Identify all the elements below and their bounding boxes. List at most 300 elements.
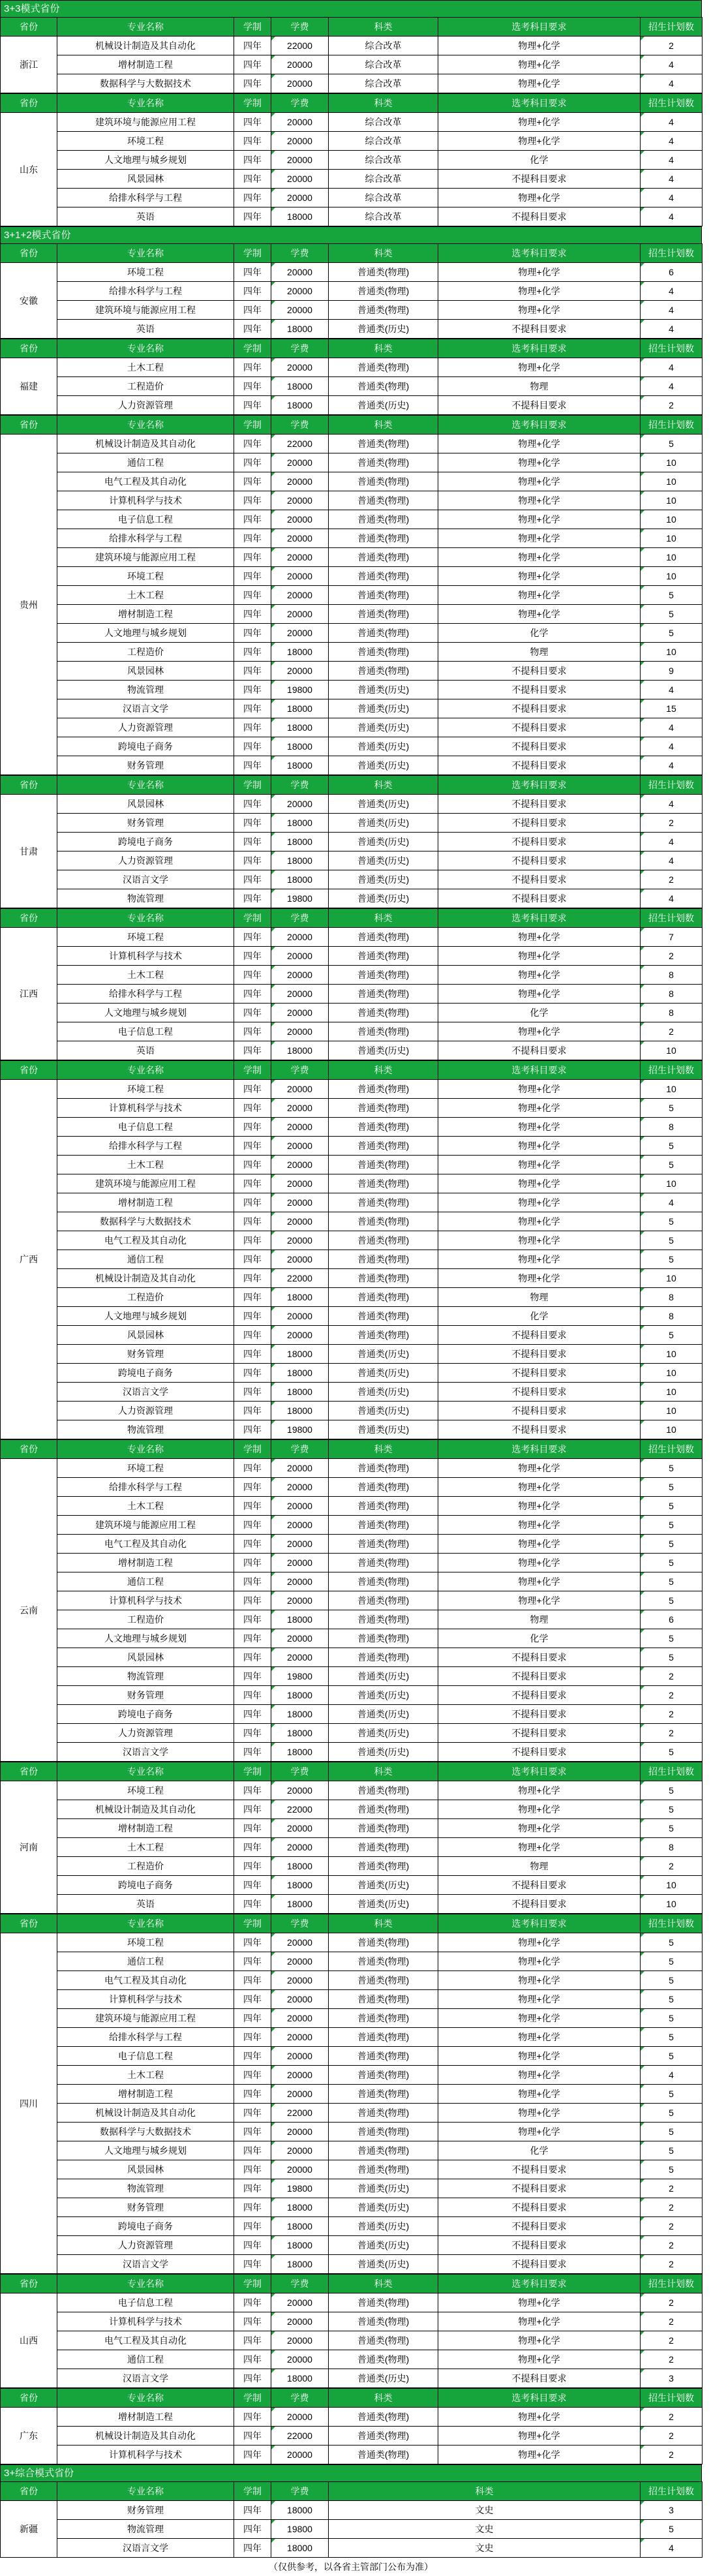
table-row bbox=[1, 1420, 703, 1439]
table-row bbox=[1, 1648, 703, 1667]
cell-category: 普通类(历史) bbox=[329, 2198, 438, 2217]
cell-category: 普通类(历史) bbox=[329, 2236, 438, 2255]
cell-fee: 18000 bbox=[271, 396, 329, 415]
cell-count: 4 bbox=[641, 320, 703, 339]
cell-years: 四年 bbox=[234, 1667, 271, 1686]
cell-category-wide: 文史 bbox=[329, 2501, 641, 2520]
cell-count: 10 bbox=[641, 491, 703, 510]
cell-subjects: 物理+化学 bbox=[438, 2085, 641, 2104]
cell-subjects: 物理+化学 bbox=[438, 529, 641, 548]
column-header: 选考科目要求 bbox=[438, 416, 641, 435]
cell-count: 4 bbox=[641, 282, 703, 301]
table-row bbox=[1, 1402, 703, 1420]
cell-fee: 20000 bbox=[271, 1080, 329, 1099]
cell-fee: 18000 bbox=[271, 320, 329, 339]
cell-count: 2 bbox=[641, 2198, 703, 2217]
column-header: 科类 bbox=[329, 909, 438, 928]
cell-fee: 20000 bbox=[271, 1137, 329, 1156]
cell-subjects: 化学 bbox=[438, 2141, 641, 2160]
cell-fee: 19800 bbox=[271, 2520, 329, 2539]
cell-major: 工程造价 bbox=[57, 1288, 234, 1307]
cell-major: 增材制造工程 bbox=[57, 605, 234, 624]
cell-count: 6 bbox=[641, 263, 703, 282]
cell-major: 给排水科学与工程 bbox=[57, 1137, 234, 1156]
cell-major: 通信工程 bbox=[57, 1572, 234, 1591]
cell-subjects: 物理+化学 bbox=[438, 1819, 641, 1838]
column-header: 省份 bbox=[1, 1914, 57, 1933]
cell-major: 英语 bbox=[57, 207, 234, 226]
cell-subjects: 物理+化学 bbox=[438, 1535, 641, 1554]
cell-fee: 20000 bbox=[271, 491, 329, 510]
cell-category: 普通类(物理) bbox=[329, 1459, 438, 1478]
cell-fee: 20000 bbox=[271, 1022, 329, 1041]
cell-fee: 19800 bbox=[271, 1667, 329, 1686]
cell-category: 普通类(物理) bbox=[329, 2028, 438, 2047]
cell-fee: 20000 bbox=[271, 1459, 329, 1478]
table-row bbox=[1, 263, 703, 282]
cell-category: 综合改革 bbox=[329, 189, 438, 207]
cell-count: 8 bbox=[641, 1004, 703, 1022]
cell-fee: 20000 bbox=[271, 453, 329, 472]
cell-fee: 20000 bbox=[271, 1156, 329, 1174]
table-row bbox=[1, 548, 703, 567]
column-header: 省份 bbox=[1, 339, 57, 358]
table-row bbox=[1, 2501, 703, 2520]
cell-subjects: 不提科目要求 bbox=[438, 1895, 641, 1914]
cell-category: 综合改革 bbox=[329, 74, 438, 93]
cell-count: 10 bbox=[641, 1364, 703, 1383]
cell-major: 跨境电子商务 bbox=[57, 737, 234, 756]
cell-years: 四年 bbox=[234, 833, 271, 851]
cell-category: 普通类(物理) bbox=[329, 1990, 438, 2009]
cell-count: 5 bbox=[641, 2123, 703, 2141]
cell-years: 四年 bbox=[234, 1705, 271, 1724]
cell-subjects: 不提科目要求 bbox=[438, 2369, 641, 2388]
cell-fee: 20000 bbox=[271, 1933, 329, 1952]
cell-fee: 20000 bbox=[271, 472, 329, 491]
cell-major: 建筑环境与能源应用工程 bbox=[57, 2009, 234, 2028]
cell-years: 四年 bbox=[234, 1838, 271, 1857]
column-header: 省份 bbox=[1, 776, 57, 795]
cell-fee: 20000 bbox=[271, 1648, 329, 1667]
cell-fee: 20000 bbox=[271, 282, 329, 301]
cell-category: 普通类(物理) bbox=[329, 1022, 438, 1041]
table-row bbox=[1, 1022, 703, 1041]
column-header: 招生计划数 bbox=[641, 94, 703, 113]
cell-fee: 20000 bbox=[271, 1952, 329, 1971]
cell-years: 四年 bbox=[234, 662, 271, 681]
cell-subjects: 不提科目要求 bbox=[438, 1724, 641, 1743]
cell-years: 四年 bbox=[234, 170, 271, 189]
column-header: 科类 bbox=[329, 1914, 438, 1933]
cell-major: 汉语言文学 bbox=[57, 870, 234, 889]
cell-category: 普通类(物理) bbox=[329, 2085, 438, 2104]
cell-major: 人力资源管理 bbox=[57, 2236, 234, 2255]
cell-subjects: 不提科目要求 bbox=[438, 1364, 641, 1383]
cell-category: 综合改革 bbox=[329, 151, 438, 170]
cell-years: 四年 bbox=[234, 2198, 271, 2217]
cell-category: 普通类(历史) bbox=[329, 2179, 438, 2198]
cell-major: 工程造价 bbox=[57, 377, 234, 396]
cell-major: 土木工程 bbox=[57, 2066, 234, 2085]
cell-major: 汉语言文学 bbox=[57, 699, 234, 718]
cell-category: 普通类(历史) bbox=[329, 889, 438, 908]
cell-count: 10 bbox=[641, 1402, 703, 1420]
cell-count: 10 bbox=[641, 1895, 703, 1914]
cell-years: 四年 bbox=[234, 377, 271, 396]
cell-category: 普通类(物理) bbox=[329, 1118, 438, 1137]
cell-years: 四年 bbox=[234, 2104, 271, 2123]
cell-fee: 20000 bbox=[271, 1819, 329, 1838]
cell-major: 环境工程 bbox=[57, 1933, 234, 1952]
cell-years: 四年 bbox=[234, 1876, 271, 1895]
table-row bbox=[1, 510, 703, 529]
cell-major: 机械设计制造及其自动化 bbox=[57, 1269, 234, 1288]
cell-count: 5 bbox=[641, 1952, 703, 1971]
cell-count: 2 bbox=[641, 396, 703, 415]
cell-major: 跨境电子商务 bbox=[57, 1876, 234, 1895]
cell-category: 普通类(物理) bbox=[329, 1212, 438, 1231]
cell-subjects: 物理+化学 bbox=[438, 1591, 641, 1610]
cell-years: 四年 bbox=[234, 2179, 271, 2198]
cell-years: 四年 bbox=[234, 1174, 271, 1193]
cell-fee: 20000 bbox=[271, 567, 329, 586]
cell-category: 普通类(物理) bbox=[329, 1156, 438, 1174]
table-row bbox=[1, 2123, 703, 2141]
cell-years: 四年 bbox=[234, 1686, 271, 1705]
table-row bbox=[1, 1554, 703, 1572]
cell-category: 普通类(物理) bbox=[329, 2066, 438, 2085]
table-row bbox=[1, 1345, 703, 1364]
cell-count: 8 bbox=[641, 1307, 703, 1326]
cell-count: 10 bbox=[641, 1383, 703, 1402]
column-header: 学制 bbox=[234, 1440, 271, 1459]
column-header: 选考科目要求 bbox=[438, 18, 641, 37]
cell-count: 10 bbox=[641, 1269, 703, 1288]
cell-subjects: 不提科目要求 bbox=[438, 662, 641, 681]
cell-fee: 18000 bbox=[271, 1345, 329, 1364]
column-header: 学费 bbox=[271, 776, 329, 795]
table-row bbox=[1, 1231, 703, 1250]
column-header: 招生计划数 bbox=[641, 1762, 703, 1781]
cell-major: 增材制造工程 bbox=[57, 1193, 234, 1212]
cell-fee: 18000 bbox=[271, 814, 329, 833]
cell-subjects: 物理+化学 bbox=[438, 2047, 641, 2066]
cell-category: 普通类(物理) bbox=[329, 548, 438, 567]
table-row bbox=[1, 1250, 703, 1269]
cell-major: 环境工程 bbox=[57, 928, 234, 947]
column-header: 专业名称 bbox=[57, 1440, 234, 1459]
cell-fee: 20000 bbox=[271, 2123, 329, 2141]
table-row bbox=[1, 151, 703, 170]
cell-count: 5 bbox=[641, 1516, 703, 1535]
cell-fee: 18000 bbox=[271, 2539, 329, 2558]
province-section-新疆 bbox=[0, 2481, 703, 2558]
cell-major: 增材制造工程 bbox=[57, 2408, 234, 2427]
cell-subjects: 物理+化学 bbox=[438, 1080, 641, 1099]
cell-fee: 18000 bbox=[271, 1743, 329, 1762]
cell-subjects: 不提科目要求 bbox=[438, 320, 641, 339]
table-row bbox=[1, 2236, 703, 2255]
table-row bbox=[1, 1307, 703, 1326]
cell-subjects: 物理+化学 bbox=[438, 2446, 641, 2464]
table-row bbox=[1, 301, 703, 320]
cell-subjects: 物理+化学 bbox=[438, 1118, 641, 1137]
cell-category: 普通类(物理) bbox=[329, 1610, 438, 1629]
column-header: 学费 bbox=[271, 1061, 329, 1080]
cell-count: 4 bbox=[641, 718, 703, 737]
cell-count: 3 bbox=[641, 2369, 703, 2388]
cell-count: 10 bbox=[641, 567, 703, 586]
province-cell: 江西 bbox=[1, 928, 57, 1060]
cell-count: 4 bbox=[641, 681, 703, 699]
column-header: 专业名称 bbox=[57, 1061, 234, 1080]
cell-fee: 18000 bbox=[271, 756, 329, 775]
table-row bbox=[1, 1004, 703, 1022]
table-row bbox=[1, 1516, 703, 1535]
cell-subjects: 物理+化学 bbox=[438, 2009, 641, 2028]
cell-fee: 19800 bbox=[271, 889, 329, 908]
table-row bbox=[1, 1971, 703, 1990]
cell-count: 6 bbox=[641, 1610, 703, 1629]
cell-major: 增材制造工程 bbox=[57, 2085, 234, 2104]
cell-category: 普通类(物理) bbox=[329, 1857, 438, 1876]
cell-major: 给排水科学与工程 bbox=[57, 189, 234, 207]
cell-category: 普通类(历史) bbox=[329, 1743, 438, 1762]
table-row bbox=[1, 529, 703, 548]
province-section-浙江 bbox=[0, 17, 703, 93]
cell-major: 物流管理 bbox=[57, 1420, 234, 1439]
cell-major: 增材制造工程 bbox=[57, 55, 234, 74]
cell-major: 建筑环境与能源应用工程 bbox=[57, 301, 234, 320]
cell-count: 5 bbox=[641, 1231, 703, 1250]
column-header: 学费 bbox=[271, 2275, 329, 2293]
cell-subjects: 物理+化学 bbox=[438, 2104, 641, 2123]
cell-count: 10 bbox=[641, 1174, 703, 1193]
cell-category: 普通类(物理) bbox=[329, 966, 438, 985]
cell-category: 普通类(物理) bbox=[329, 435, 438, 453]
cell-subjects: 化学 bbox=[438, 1629, 641, 1648]
cell-fee: 20000 bbox=[271, 662, 329, 681]
table-row bbox=[1, 1686, 703, 1705]
column-header: 招生计划数 bbox=[641, 18, 703, 37]
cell-years: 四年 bbox=[234, 1516, 271, 1535]
cell-fee: 20000 bbox=[271, 358, 329, 377]
cell-years: 四年 bbox=[234, 2028, 271, 2047]
cell-category: 普通类(物理) bbox=[329, 1819, 438, 1838]
cell-years: 四年 bbox=[234, 2520, 271, 2539]
province-section-江西 bbox=[0, 908, 703, 1060]
cell-subjects: 物理+化学 bbox=[438, 2293, 641, 2312]
table-row bbox=[1, 928, 703, 947]
cell-major: 人力资源管理 bbox=[57, 718, 234, 737]
cell-subjects: 不提科目要求 bbox=[438, 1876, 641, 1895]
cell-fee: 22000 bbox=[271, 2104, 329, 2123]
cell-subjects: 物理+化学 bbox=[438, 1554, 641, 1572]
cell-years: 四年 bbox=[234, 2236, 271, 2255]
table-row bbox=[1, 2331, 703, 2350]
cell-subjects: 不提科目要求 bbox=[438, 1345, 641, 1364]
cell-major: 通信工程 bbox=[57, 1952, 234, 1971]
table-row bbox=[1, 2217, 703, 2236]
cell-count: 4 bbox=[641, 189, 703, 207]
cell-major: 增材制造工程 bbox=[57, 1819, 234, 1838]
cell-category: 普通类(物理) bbox=[329, 1307, 438, 1326]
cell-category: 普通类(历史) bbox=[329, 870, 438, 889]
cell-category: 普通类(历史) bbox=[329, 2369, 438, 2388]
cell-years: 四年 bbox=[234, 55, 271, 74]
cell-category: 普通类(物理) bbox=[329, 2446, 438, 2464]
cell-fee: 20000 bbox=[271, 1990, 329, 2009]
table-row bbox=[1, 2350, 703, 2369]
table-row bbox=[1, 1895, 703, 1914]
cell-fee: 20000 bbox=[271, 2028, 329, 2047]
cell-fee: 18000 bbox=[271, 643, 329, 662]
column-header: 选考科目要求 bbox=[438, 776, 641, 795]
cell-fee: 20000 bbox=[271, 1099, 329, 1118]
cell-category: 普通类(物理) bbox=[329, 1933, 438, 1952]
cell-category: 普通类(物理) bbox=[329, 605, 438, 624]
cell-subjects: 不提科目要求 bbox=[438, 1041, 641, 1060]
cell-category: 普通类(物理) bbox=[329, 662, 438, 681]
table-row bbox=[1, 643, 703, 662]
cell-subjects: 不提科目要求 bbox=[438, 681, 641, 699]
cell-fee: 18000 bbox=[271, 699, 329, 718]
province-cell: 山东 bbox=[1, 113, 57, 226]
cell-fee: 20000 bbox=[271, 113, 329, 132]
cell-years: 四年 bbox=[234, 567, 271, 586]
cell-major: 人力资源管理 bbox=[57, 1402, 234, 1420]
table-row bbox=[1, 586, 703, 605]
cell-years: 四年 bbox=[234, 643, 271, 662]
cell-subjects: 物理+化学 bbox=[438, 2312, 641, 2331]
cell-count: 5 bbox=[641, 1497, 703, 1516]
cell-count: 5 bbox=[641, 1572, 703, 1591]
cell-fee: 20000 bbox=[271, 1174, 329, 1193]
cell-subjects: 物理+化学 bbox=[438, 1459, 641, 1478]
cell-subjects: 化学 bbox=[438, 1004, 641, 1022]
column-header: 学制 bbox=[234, 2275, 271, 2293]
cell-subjects: 不提科目要求 bbox=[438, 2179, 641, 2198]
cell-major: 增材制造工程 bbox=[57, 1554, 234, 1572]
cell-count: 5 bbox=[641, 1648, 703, 1667]
cell-fee: 20000 bbox=[271, 151, 329, 170]
cell-category: 普通类(历史) bbox=[329, 699, 438, 718]
cell-major: 人文地理与城乡规划 bbox=[57, 151, 234, 170]
province-section-广东 bbox=[0, 2388, 703, 2464]
cell-years: 四年 bbox=[234, 1402, 271, 1420]
cell-fee: 18000 bbox=[271, 1857, 329, 1876]
cell-category: 普通类(物理) bbox=[329, 529, 438, 548]
column-header: 省份 bbox=[1, 2275, 57, 2293]
cell-major: 人文地理与城乡规划 bbox=[57, 624, 234, 643]
column-header: 学制 bbox=[234, 909, 271, 928]
cell-subjects: 物理+化学 bbox=[438, 263, 641, 282]
cell-count: 2 bbox=[641, 2255, 703, 2274]
cell-count: 2 bbox=[641, 2179, 703, 2198]
cell-count: 10 bbox=[641, 529, 703, 548]
cell-years: 四年 bbox=[234, 1193, 271, 1212]
cell-count: 5 bbox=[641, 2160, 703, 2179]
cell-category: 普通类(物理) bbox=[329, 282, 438, 301]
cell-major: 给排水科学与工程 bbox=[57, 2028, 234, 2047]
cell-category: 普通类(物理) bbox=[329, 1497, 438, 1516]
cell-fee: 18000 bbox=[271, 1041, 329, 1060]
cell-fee: 18000 bbox=[271, 737, 329, 756]
column-header: 招生计划数 bbox=[641, 1061, 703, 1080]
cell-category: 普通类(物理) bbox=[329, 1137, 438, 1156]
cell-category: 普通类(物理) bbox=[329, 1080, 438, 1099]
cell-fee: 20000 bbox=[271, 2160, 329, 2179]
cell-category: 普通类(历史) bbox=[329, 1383, 438, 1402]
cell-major: 风景园林 bbox=[57, 662, 234, 681]
cell-years: 四年 bbox=[234, 624, 271, 643]
cell-years: 四年 bbox=[234, 435, 271, 453]
cell-count: 4 bbox=[641, 2066, 703, 2085]
cell-category: 普通类(历史) bbox=[329, 320, 438, 339]
section-band: 3+3模式省份 bbox=[0, 0, 702, 17]
cell-category: 普通类(历史) bbox=[329, 681, 438, 699]
cell-major: 跨境电子商务 bbox=[57, 2217, 234, 2236]
cell-years: 四年 bbox=[234, 681, 271, 699]
footer-note: （仅供参考，以各省主管部门公布为准） bbox=[0, 2558, 702, 2576]
cell-major: 跨境电子商务 bbox=[57, 1364, 234, 1383]
cell-fee: 22000 bbox=[271, 435, 329, 453]
cell-years: 四年 bbox=[234, 1022, 271, 1041]
cell-subjects: 物理+化学 bbox=[438, 1250, 641, 1269]
cell-category: 普通类(物理) bbox=[329, 1231, 438, 1250]
cell-category: 普通类(物理) bbox=[329, 1193, 438, 1212]
cell-category: 普通类(物理) bbox=[329, 1535, 438, 1554]
cell-major: 风景园林 bbox=[57, 170, 234, 189]
cell-category: 普通类(物理) bbox=[329, 567, 438, 586]
cell-fee: 20000 bbox=[271, 928, 329, 947]
cell-years: 四年 bbox=[234, 2446, 271, 2464]
cell-category: 普通类(历史) bbox=[329, 851, 438, 870]
province-section-山西 bbox=[0, 2274, 703, 2388]
table-row bbox=[1, 1952, 703, 1971]
cell-count: 4 bbox=[641, 74, 703, 93]
cell-major: 环境工程 bbox=[57, 567, 234, 586]
cell-subjects: 不提科目要求 bbox=[438, 870, 641, 889]
table-row bbox=[1, 985, 703, 1004]
cell-years: 四年 bbox=[234, 2331, 271, 2350]
cell-years: 四年 bbox=[234, 1971, 271, 1990]
cell-count: 4 bbox=[641, 2539, 703, 2558]
cell-years: 四年 bbox=[234, 1781, 271, 1800]
column-header: 学费 bbox=[271, 2389, 329, 2408]
cell-subjects: 物理+化学 bbox=[438, 491, 641, 510]
cell-fee: 20000 bbox=[271, 947, 329, 966]
cell-fee: 20000 bbox=[271, 1307, 329, 1326]
cell-fee: 20000 bbox=[271, 2009, 329, 2028]
cell-subjects: 物理+化学 bbox=[438, 37, 641, 55]
cell-major: 工程造价 bbox=[57, 1857, 234, 1876]
table-row bbox=[1, 1591, 703, 1610]
cell-category: 普通类(物理) bbox=[329, 2312, 438, 2331]
cell-subjects: 不提科目要求 bbox=[438, 396, 641, 415]
cell-major: 英语 bbox=[57, 1895, 234, 1914]
cell-subjects: 物理 bbox=[438, 377, 641, 396]
province-section-安徽 bbox=[0, 243, 703, 339]
cell-years: 四年 bbox=[234, 1250, 271, 1269]
cell-count: 4 bbox=[641, 795, 703, 814]
cell-fee: 20000 bbox=[271, 1118, 329, 1137]
cell-count: 5 bbox=[641, 2028, 703, 2047]
cell-category: 普通类(历史) bbox=[329, 1895, 438, 1914]
cell-count: 2 bbox=[641, 2293, 703, 2312]
cell-years: 四年 bbox=[234, 870, 271, 889]
